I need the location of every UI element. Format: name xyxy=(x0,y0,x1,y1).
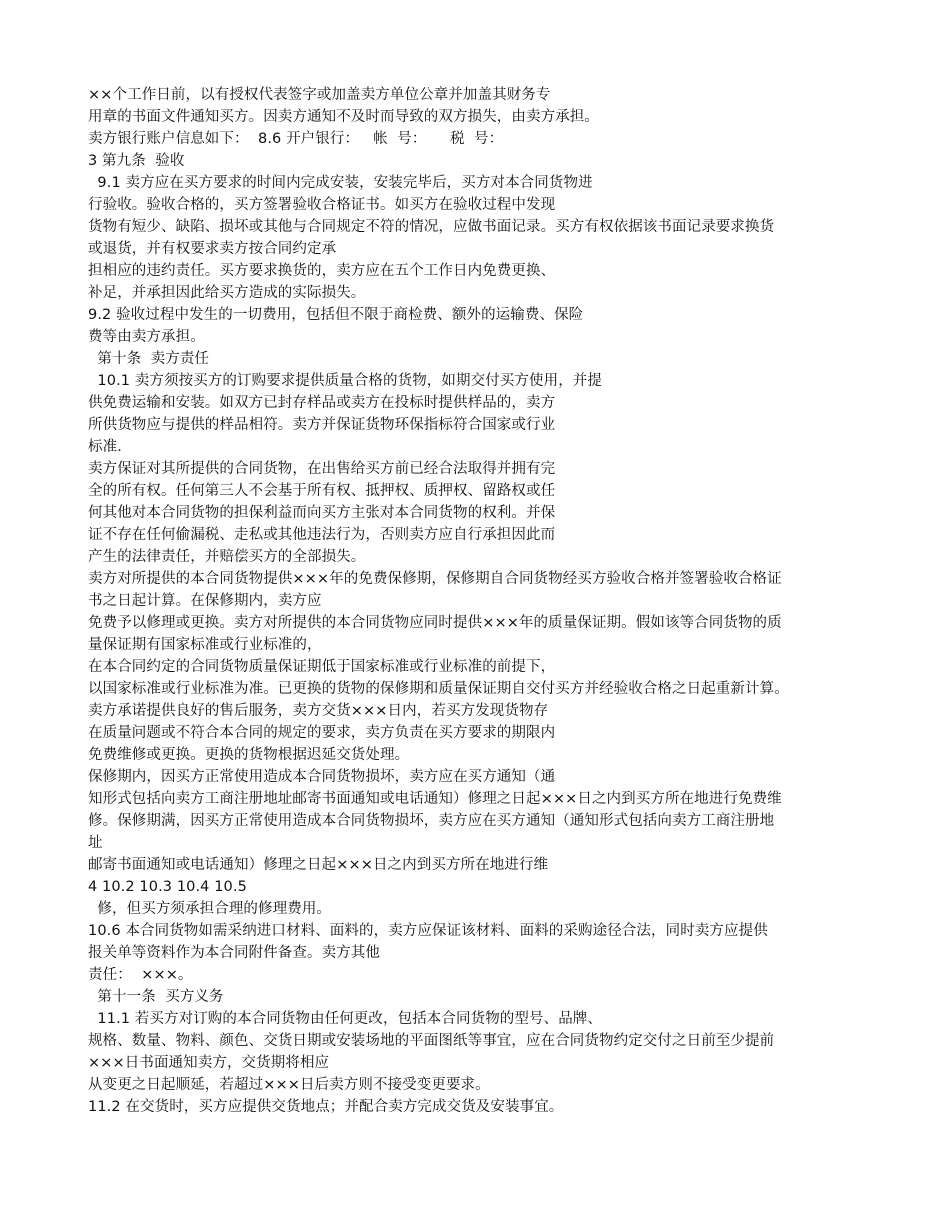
section-heading-10: 第十条 卖方责任 xyxy=(88,351,210,367)
section-heading-9: 3 第九条 验收 xyxy=(88,153,185,169)
text-line: 在本合同约定的合同货物质量保证期低于国家标准或行业标准的前提下， xyxy=(88,659,556,675)
text-line: 全的所有权。任何第三人不会基于所有权、抵押权、质押权、留路权或任 xyxy=(88,483,556,499)
clause-11-2: 11.2 在交货时，买方应提供交货地点；并配合卖方完成交货及安装事宜。 xyxy=(88,1099,564,1115)
text-line: 报关单等资料作为本合同附件备查。卖方其他 xyxy=(88,945,380,961)
text-line: 货物有短少、缺陷、损坏或其他与合同规定不符的情况，应做书面记录。买方有权依据该书面记录要求换货 xyxy=(88,219,775,235)
text-line: 补足，并承担因此给买方造成的实际损失。 xyxy=(88,285,366,301)
text-line: 修，但买方须承担合理的修理费用。 xyxy=(88,901,332,917)
text-line: 卖方保证对其所提供的合同货物，在出售给买方前已经合法取得并拥有完 xyxy=(88,461,556,477)
section-heading-11: 第十一条 买方义务 xyxy=(88,989,224,1005)
text-line: 何其他对本合同货物的担保利益而向买方主张对本合同货物的权利。并保 xyxy=(88,505,556,521)
text-line: 量保证期有国家标准或行业标准的， xyxy=(88,637,322,653)
text-line: 保修期内，因买方正常使用造成本合同货物损坏，卖方应在买方通知（通 xyxy=(88,769,556,785)
text-line: 卖方承诺提供良好的售后服务，卖方交货×××日内，若买方发现货物存 xyxy=(88,703,549,719)
text-line: 卖方对所提供的本合同货物提供×××年的免费保修期，保修期自合同货物经买方验收合格并签署验收合格证 xyxy=(88,571,782,587)
clause-number-list: 4 10.2 10.3 10.4 10.5 xyxy=(88,879,247,895)
text-line: 以国家标准或行业标准为准。已更换的货物的保修期和质量保证期自交付买方并经验收合格之日起重新计算。 xyxy=(88,681,789,697)
clause-10-6: 10.6 本合同货物如需采纳进口材料、面料的，卖方应保证该材料、面料的采购途径合法，同时卖方应提供 xyxy=(88,923,768,939)
text-line: 所供货物应与提供的样品相符。卖方并保证货物环保指标符合国家或行业 xyxy=(88,417,556,433)
text-line: 标准． xyxy=(88,439,132,455)
text-line: 免费予以修理或更换。卖方对所提供的本合同货物应同时提供×××年的质量保证期。假如该等合同货物的质 xyxy=(88,615,782,631)
text-line: 免费维修或更换。更换的货物根据迟延交货处理。 xyxy=(88,747,410,763)
text-line: 知形式包括向卖方工商注册地址邮寄书面通知或电话通知）修理之日起×××日之内到买方所在地进行免费维 xyxy=(88,791,782,807)
text-line: 书之日起计算。在保修期内，卖方应 xyxy=(88,593,322,609)
clause-9-1: 9.1 卖方应在买方要求的时间内完成安装，安装完毕后，买方对本合同货物进 xyxy=(88,175,593,191)
clause-11-1: 11.1 若买方对订购的本合同货物由任何更改，包括本合同货物的型号、品牌、 xyxy=(88,1011,603,1027)
text-line: 费等由卖方承担。 xyxy=(88,329,205,345)
text-line: 责任： ×××。 xyxy=(88,967,193,983)
text-line: 址 xyxy=(88,835,103,851)
text-line: 证不存在任何偷漏税、走私或其他违法行为，否则卖方应自行承担因此而 xyxy=(88,527,556,543)
text-line: 邮寄书面通知或电话通知）修理之日起×××日之内到买方所在地进行维 xyxy=(88,857,549,873)
text-line: 供免费运输和安装。如双方已封存样品或卖方在投标时提供样品的，卖方 xyxy=(88,395,556,411)
text-line: 或退货，并有权要求卖方按合同约定承 xyxy=(88,241,337,257)
bank-info-line: 卖方银行账户信息如下： 8.6 开户银行： 帐 号： 税 号： xyxy=(88,131,504,147)
text-line: ××个工作日前，以有授权代表签字或加盖卖方单位公章并加盖其财务专 xyxy=(88,87,551,103)
text-line: ×××日书面通知卖方，交货期将相应 xyxy=(88,1055,330,1071)
text-line: 担相应的违约责任。买方要求换货的，卖方应在五个工作日内免费更换、 xyxy=(88,263,556,279)
clause-10-1: 10.1 卖方须按买方的订购要求提供质量合格的货物，如期交付买方使用，并提 xyxy=(88,373,603,389)
text-line: 从变更之日起顺延，若超过×××日后卖方则不接受变更要求。 xyxy=(88,1077,490,1093)
text-line: 规格、数量、物料、颜色、交货日期或安装场地的平面图纸等事宜，应在合同货物约定交付之日前至少提前 xyxy=(88,1033,775,1049)
text-line: 在质量问题或不符合本合同的规定的要求，卖方负责在买方要求的期限内 xyxy=(88,725,556,741)
text-line: 修。保修期满，因买方正常使用造成本合同货物损坏，卖方应在买方通知（通知形式包括向卖方工商注册地 xyxy=(88,813,775,829)
text-line: 行验收。验收合格的，买方签署验收合格证书。如买方在验收过程中发现 xyxy=(88,197,556,213)
clause-9-2: 9.2 验收过程中发生的一切费用，包括但不限于商检费、额外的运输费、保险 xyxy=(88,307,584,323)
text-line: 用章的书面文件通知买方。因卖方通知不及时而导致的双方损失，由卖方承担。 xyxy=(88,109,599,125)
text-line: 产生的法律责任，并赔偿买方的全部损失。 xyxy=(88,549,366,565)
